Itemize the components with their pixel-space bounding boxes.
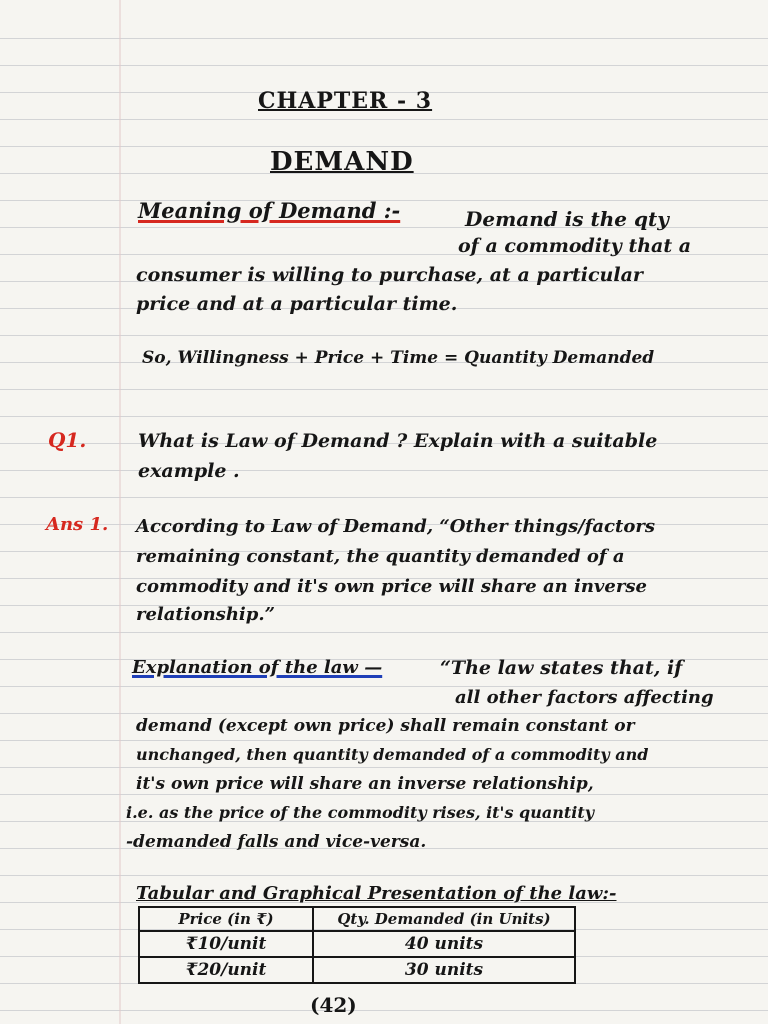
explanation-line: “The law states that, if xyxy=(440,657,683,679)
table-row xyxy=(139,931,575,957)
table-cell-price: ₹20/unit xyxy=(139,957,313,983)
explanation-line: i.e. as the price of the commodity rises, it's quantity xyxy=(126,803,595,822)
table-cell-quantity: 30 units xyxy=(313,957,575,983)
question-line: What is Law of Demand ? Explain with a suitable xyxy=(138,430,658,452)
page-number: (42) xyxy=(310,993,357,1017)
answer-line: According to Law of Demand, “Other things/factors xyxy=(136,516,655,537)
explanation-line: demand (except own price) shall remain constant or xyxy=(136,716,635,736)
explanation-label: Explanation of the law — xyxy=(132,657,383,678)
demand-formula: So, Willingness + Price + Time = Quantity Demanded xyxy=(142,348,655,368)
table-heading: Tabular and Graphical Presentation of the law:- xyxy=(136,883,617,904)
answer-label: Ans 1. xyxy=(46,514,109,535)
table-header-price: Price (in ₹) xyxy=(139,907,313,931)
explanation-line: -demanded falls and vice-versa. xyxy=(126,832,427,852)
explanation-line: it's own price will share an inverse relationship, xyxy=(136,774,594,794)
explanation-line: all other factors affecting xyxy=(455,687,714,708)
page-title: DEMAND xyxy=(270,147,414,177)
question-label: Q1. xyxy=(48,428,87,452)
table-row xyxy=(139,957,575,983)
table-cell-quantity: 40 units xyxy=(313,931,575,957)
answer-line: commodity and it's own price will share an inverse xyxy=(136,576,647,597)
explanation-line: unchanged, then quantity demanded of a commodity and xyxy=(136,745,649,764)
meaning-line: price and at a particular time. xyxy=(136,293,458,315)
table-header-quantity: Qty. Demanded (in Units) xyxy=(313,907,575,931)
meaning-line: Demand is the qty xyxy=(465,207,669,231)
table-cell-price: ₹10/unit xyxy=(139,931,313,957)
answer-line: relationship.” xyxy=(136,604,275,625)
question-line: example . xyxy=(138,460,240,482)
table-header-row xyxy=(139,907,575,931)
price-quantity-table xyxy=(138,906,576,984)
meaning-label: Meaning of Demand :- xyxy=(138,198,401,223)
meaning-line: consumer is willing to purchase, at a particular xyxy=(136,264,643,286)
meaning-line: of a commodity that a xyxy=(458,235,692,257)
answer-line: remaining constant, the quantity demanded of a xyxy=(136,546,625,567)
chapter-heading: CHAPTER - 3 xyxy=(258,88,433,114)
